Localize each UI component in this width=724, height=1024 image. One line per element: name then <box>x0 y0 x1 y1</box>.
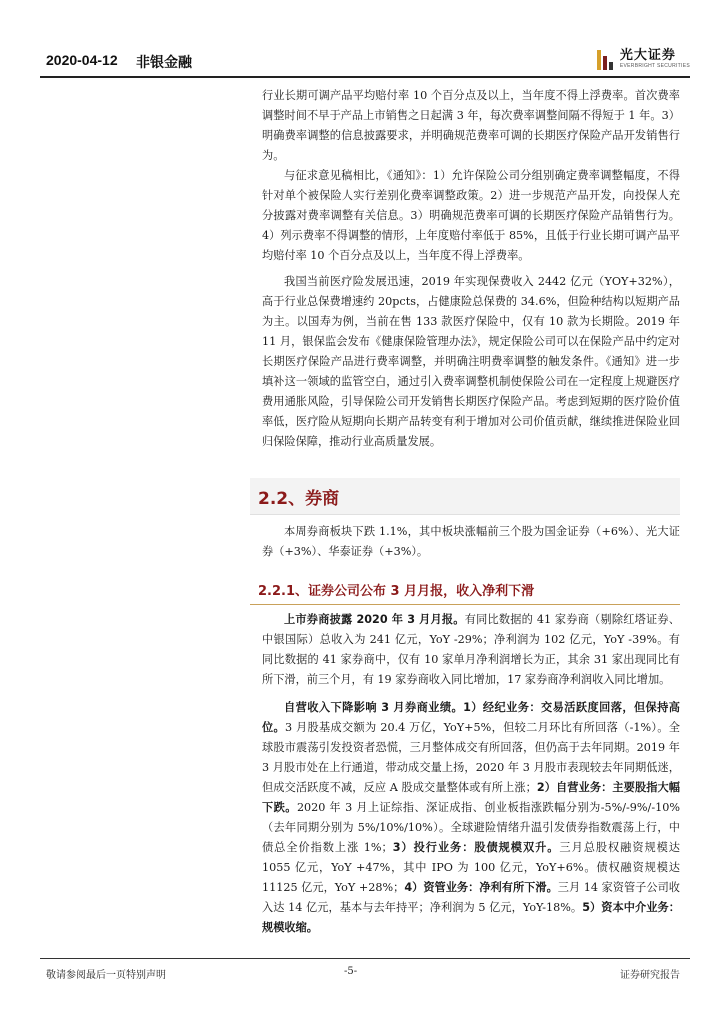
lead-bold: 自营收入下降影响 3 月券商业绩。1）经纪业务：交易活跃度回落，但保持高位。 <box>262 701 680 734</box>
report-date: 2020-04-12 <box>46 52 118 68</box>
section-title: 2.2、券商 <box>258 489 340 509</box>
company-logo <box>597 44 690 74</box>
paragraph-monthly <box>262 610 680 690</box>
lead-bold: 上市券商披露 2020 年 3 月月报。 <box>284 613 465 626</box>
paragraph-text: 有同比数据的 41 家券商（剔除红塔证券、中银国际）总收入为 241 亿元，YoY -29%；净利润为 102 亿元，YoY -39%。有同比数据的 41 家券商中，仅有 10 家单月净利润增长为正，其余 31 家出现同比有所下滑，前三个月，有 19 家券商收入同比增加，17 家券商净利润收入同比增加。 <box>262 613 680 686</box>
logo-english: EVERBRIGHT SECURITIES <box>619 62 690 69</box>
footer-rule <box>40 958 690 959</box>
page-number: -5- <box>344 966 358 977</box>
logo-name: 光大证券 <box>619 47 676 63</box>
section-intro-block <box>262 522 680 562</box>
section-intro: 本周券商板块下跌 1.1%，其中板块涨幅前三个股为国金证券（+6%）、光大证券（+3%）、华泰证券（+3%）。 <box>262 525 680 558</box>
section-heading <box>250 478 680 515</box>
paragraph: 与征求意见稿相比，《通知》：1）允许保险公司分组别确定费率调整幅度，不得针对单个被保险人实行差别化费率调整政策。2）进一步规范产品开发，向投保人充分披露对费率调整有关信息。3）明确规范费率可调的长期医疗保险产品销售行为。4）列示费率不得调整的情形，上年度赔付率低于 85%，且低于行业长期可调产品平均赔付率 10 个百分点及以上，当年度不得上浮费率。 <box>262 169 680 262</box>
body-text-bottom <box>262 610 680 938</box>
footer-report-type: 证券研究报告 <box>620 970 680 981</box>
paragraph: 我国当前医疗险发展迅速，2019 年实现保费收入 2442 亿元（YOY+32%），高于行业总保费增速约 20pcts，占健康险总保费的 34.6%，但险种结构以短期产品为主。以国寿为例，当前在售 133 款医疗保险中，仅有 10 款为长期险。2019 年 11 月，银保监会发布《健康保险管理办法》，规定保险公司可以在保险产品中约定对长期医疗保险产品进行费率调整，并明确注明费率调整的触发条件。《通知》进一步填补这一领域的监管空白，通过引入费率调整机制使保险公司在一定程度上规避医疗费用通胀风险，引导保险公司开发销售长期医疗保险产品。考虑到短期的医疗险价值率低，医疗险从短期向长期产品转变有利于增加对公司价值贡献，继续推进保险业回归保险保障，推动行业高质量发展。 <box>262 275 680 448</box>
logo-mark-icon <box>597 48 615 70</box>
subsection-heading <box>250 576 680 605</box>
footer-disclaimer: 敬请参阅最后一页特别声明 <box>46 970 166 981</box>
paragraph: 行业长期可调产品平均赔付率 10 个百分点及以上，当年度不得上浮费率。首次费率调整时间不早于产品上市销售之日起满 3 年，每次费率调整间隔不得短于 1 年。3）明确费率调整的信息披露要求，并明确规范费率可调的长期医疗保险产品开发销售行为。 <box>262 89 680 162</box>
subsection-title: 2.2.1、证券公司公布 3 月月报，收入净利下滑 <box>258 584 535 599</box>
report-sector: 非银金融 <box>136 55 192 71</box>
body-text-top <box>262 86 680 452</box>
page-header <box>40 44 690 78</box>
header-rule <box>40 76 690 78</box>
paragraph-business: 自营收入下降影响 3 月券商业绩。1）经纪业务：交易活跃度回落，但保持高位。3 月股基成交额为 20.4 万亿，YoY+5%，但较二月环比有所回落（-1%）。全球股市震荡引发投资者恐慌，三月整体成交有所回落，但仍高于去年同期。2019 年 3 月股市处在上行通道，带动成交量上扬，2020 年 3 月股市表现较去年同期低迷，但成交活跃度不减，反应 A 股成交量整体或有所上涨；2）自营业务：主要股指大幅下跌。2020 年 3 月上证综指、深证成指、创业板指涨跌幅分别为-5%/-9%/-10%（去年同期分别为 5%/10%/10%）。全球避险情绪升温引发债券指数震荡上行，中债总全价指数上涨 1%；3）投行业务：股债规模双升。三月总股权融资规模达 1055 亿元，YoY +47%，其中 IPO 为 100 亿元，YoY+6%。债权融资规模达 11125 亿元，YoY +28%；4）资管业务：净利有所下滑。三月 14 家资管子公司收入达 14 亿元，基本与去年持平；净利润为 5 亿元，YoY-18%。5）资本中介业务：规模收缩。 <box>262 701 680 934</box>
